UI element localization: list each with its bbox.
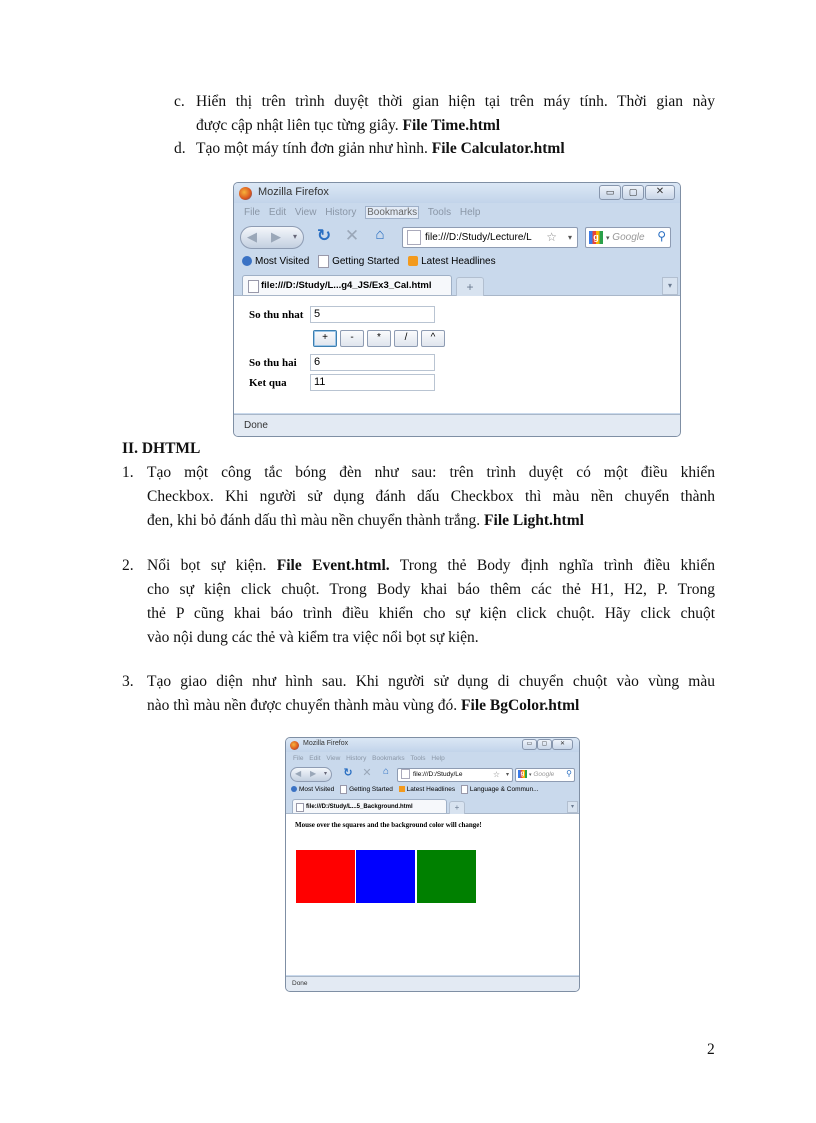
divide-button[interactable]: / [394, 330, 418, 347]
bookmark-getting-started[interactable] [340, 784, 393, 796]
back-forward-group [290, 767, 332, 782]
url-dropdown-icon[interactable]: ▾ [567, 233, 572, 242]
item-c-marker: c. [174, 93, 185, 110]
home-icon[interactable]: ⌂ [375, 226, 385, 243]
item-3-file: File BgColor.html [461, 697, 580, 714]
result-input[interactable]: 11 [310, 374, 435, 391]
reload-icon[interactable]: ↻ [343, 767, 353, 779]
menu-bookmarks[interactable]: Bookmarks [372, 755, 405, 762]
stop-icon[interactable]: ✕ [344, 226, 360, 245]
item-d-file: File Calculator.html [431, 140, 565, 157]
bookmark-label: Most Visited [299, 786, 335, 793]
status-text: Done [244, 420, 268, 431]
navigation-toolbar [286, 765, 579, 783]
multiply-button[interactable]: * [367, 330, 391, 347]
url-text: file:///D:/Study/Le [413, 771, 463, 778]
tab-strip [234, 273, 680, 296]
power-button[interactable]: ^ [421, 330, 445, 347]
browser-window-calculator [233, 182, 681, 437]
bookmark-label: Most Visited [255, 256, 310, 267]
bookmark-label: Getting Started [349, 786, 393, 793]
subtract-button[interactable]: - [340, 330, 364, 347]
url-dropdown-icon[interactable]: ▾ [505, 772, 509, 778]
status-bar [286, 976, 579, 991]
item-1-line3-text: đen, khi bỏ đánh dấu thì màu nền chuyển thành trắng. [147, 512, 481, 529]
tab-title: file:///D:/Study/L...g4_JS/Ex3_Cal.html [261, 280, 432, 291]
menu-edit[interactable]: Edit [268, 207, 287, 218]
page-content [234, 296, 680, 413]
home-icon[interactable]: ⌂ [382, 766, 390, 777]
bookmark-star-icon[interactable]: ☆ [492, 770, 500, 779]
menu-view[interactable]: View [294, 207, 317, 218]
item-2-marker: 2. [122, 557, 134, 574]
page-number: 2 [707, 1041, 715, 1058]
item-3-marker: 3. [122, 673, 134, 690]
item-2-line1 [147, 554, 715, 578]
page-icon [407, 230, 421, 245]
menu-tools[interactable]: Tools [427, 207, 452, 218]
list-all-tabs-icon[interactable]: ▾ [567, 801, 578, 813]
most-visited-icon [242, 256, 252, 266]
menu-tools[interactable]: Tools [410, 755, 426, 762]
menu-file[interactable]: File [244, 207, 261, 218]
minimize-button[interactable]: ▭ [599, 185, 621, 200]
most-visited-icon [291, 786, 297, 792]
title-bar [234, 183, 680, 203]
page-icon [401, 769, 410, 779]
item-1-line1: Tạo một công tắc bóng đèn như sau: trên trình duyệt có một điều khiển [147, 464, 715, 481]
item-2-line1-text: Nổi bọt sự kiện. [147, 557, 267, 574]
list-all-tabs-icon[interactable]: ▾ [662, 277, 678, 295]
search-engine-dropdown-icon[interactable]: ▾ [606, 235, 610, 242]
label-second-number: So thu hai [249, 357, 297, 369]
page-icon [318, 255, 329, 268]
section-heading: II. DHTML [122, 440, 201, 457]
bookmark-label: Language & Commun... [469, 786, 539, 793]
item-c-line2-text: được cập nhật liên tục từng giây. [196, 117, 399, 134]
item-2-line4: vào nội dung các thẻ và kiểm tra việc nổi bọt sự kiện. [147, 629, 479, 646]
blue-square[interactable] [356, 850, 415, 903]
forward-arrow-icon[interactable]: ▶ [271, 229, 281, 244]
bookmark-label: Latest Headlines [421, 256, 496, 267]
add-button[interactable]: + [313, 330, 337, 347]
new-tab-button[interactable]: + [449, 801, 465, 814]
second-number-input[interactable]: 6 [310, 354, 435, 371]
menu-file[interactable]: File [293, 755, 304, 762]
bookmark-latest-headlines[interactable] [408, 253, 496, 271]
bookmark-label: Latest Headlines [406, 786, 456, 793]
item-1-line2: Checkbox. Khi người sử dụng đánh dấu Checkbox thì màu nền chuyển thành [147, 488, 715, 505]
tab-background[interactable] [292, 799, 447, 813]
item-d-line [196, 137, 716, 161]
bookmark-language-community[interactable] [461, 784, 539, 796]
item-c-line2 [196, 114, 716, 138]
item-c-file: File Time.html [402, 117, 501, 134]
stop-icon[interactable]: ✕ [362, 767, 372, 779]
minimize-button[interactable]: ▭ [522, 739, 537, 750]
url-bar[interactable] [402, 227, 578, 248]
label-result: Ket qua [249, 377, 287, 389]
red-square[interactable] [296, 850, 355, 903]
back-arrow-icon[interactable]: ◀ [295, 769, 302, 778]
menu-bookmarks[interactable]: Bookmarks [367, 207, 418, 218]
item-3-line1: Tạo giao diện như hình sau. Khi người sử dụng di chuyển chuột vào vùng màu [147, 673, 715, 690]
title-bar [286, 738, 579, 752]
menu-bar [234, 205, 680, 221]
navigation-toolbar [234, 223, 680, 251]
status-text: Done [292, 980, 308, 987]
maximize-button[interactable]: ▢ [537, 739, 552, 750]
bookmarks-toolbar [234, 253, 680, 271]
url-bar[interactable] [397, 768, 513, 782]
search-placeholder: Google [533, 771, 555, 778]
menu-history[interactable]: History [346, 755, 367, 762]
close-button[interactable]: ✕ [552, 739, 573, 750]
bookmark-star-icon[interactable]: ☆ [546, 230, 557, 244]
item-2-file: File Event.html. [276, 557, 390, 574]
page-icon [340, 785, 347, 794]
back-forward-group [240, 226, 304, 249]
firefox-logo-icon [239, 187, 252, 200]
page-icon [461, 785, 468, 794]
instruction-heading: Mouse over the squares and the background color will change! [295, 821, 482, 829]
search-magnifier-icon[interactable]: ⚲ [566, 769, 572, 778]
window-title: Mozilla Firefox [303, 740, 349, 747]
search-engine-dropdown-icon[interactable]: ▾ [529, 772, 532, 778]
forward-arrow-icon[interactable]: ▶ [310, 769, 317, 778]
reload-icon[interactable]: ↻ [316, 226, 332, 245]
bookmark-most-visited[interactable] [291, 784, 334, 796]
bookmark-getting-started[interactable] [318, 253, 399, 271]
bookmark-label: Getting Started [332, 256, 400, 267]
menu-help[interactable]: Help [459, 207, 481, 218]
item-2-line3: thẻ P cũng khai báo trình điều khiển cho sự kiện click chuột. Hãy click chuột [147, 605, 715, 622]
firefox-logo-icon [290, 741, 299, 750]
close-button[interactable]: ✕ [645, 185, 675, 200]
history-dropdown-icon[interactable]: ▾ [324, 771, 328, 777]
maximize-button[interactable]: ▢ [622, 185, 644, 200]
label-first-number: So thu nhat [249, 309, 304, 321]
rss-feed-icon [399, 786, 405, 792]
tab-title: file:///D:/Study/L...5_Background.html [306, 804, 413, 810]
page-icon [296, 803, 304, 812]
menu-view[interactable]: View [326, 755, 341, 762]
item-1-file: File Light.html [484, 512, 584, 529]
menu-bar [286, 753, 579, 764]
bookmark-most-visited[interactable] [242, 253, 309, 271]
back-arrow-icon[interactable]: ◀ [247, 229, 257, 244]
menu-history[interactable]: History [325, 207, 357, 218]
bookmarks-toolbar [286, 784, 579, 796]
first-number-input[interactable]: 5 [310, 306, 435, 323]
item-1-line3 [147, 509, 715, 533]
google-logo-icon[interactable]: g [518, 770, 527, 778]
new-tab-button[interactable]: + [456, 277, 484, 296]
google-logo-icon[interactable]: g [589, 231, 603, 244]
item-1-marker: 1. [122, 464, 134, 481]
status-bar [234, 414, 680, 436]
menu-help[interactable]: Help [431, 755, 445, 762]
search-box[interactable] [585, 227, 671, 248]
item-2-line1-rest: Trong thẻ Body định nghĩa trình điều khiển [399, 557, 715, 574]
search-box[interactable] [515, 768, 575, 782]
url-text: file:///D:/Study/Lecture/L [425, 232, 532, 243]
item-d-text: Tạo một máy tính đơn giản như hình. [196, 140, 428, 157]
history-dropdown-icon[interactable]: ▾ [293, 232, 298, 241]
menu-edit[interactable]: Edit [309, 755, 321, 762]
tab-calculator[interactable] [242, 275, 452, 295]
bookmark-latest-headlines[interactable] [399, 784, 455, 796]
rss-feed-icon [408, 256, 418, 266]
search-placeholder: Google [612, 232, 645, 243]
item-3-line2 [147, 694, 715, 718]
window-title: Mozilla Firefox [258, 186, 329, 198]
item-c-line1: Hiển thị trên trình duyệt thời gian hiện tại trên máy tính. Thời gian này [196, 93, 715, 110]
green-square[interactable] [417, 850, 476, 903]
tab-strip [286, 798, 579, 814]
item-2-line2: cho sự kiện click chuột. Trong Body khai báo thêm các thẻ H1, H2, P. Trong [147, 581, 715, 598]
item-3-line2-text: nào thì màu nền được chuyển thành màu vùng đó. [147, 697, 458, 714]
page-icon [248, 280, 259, 293]
search-magnifier-icon[interactable]: ⚲ [657, 229, 666, 243]
item-d-marker: d. [174, 140, 186, 157]
